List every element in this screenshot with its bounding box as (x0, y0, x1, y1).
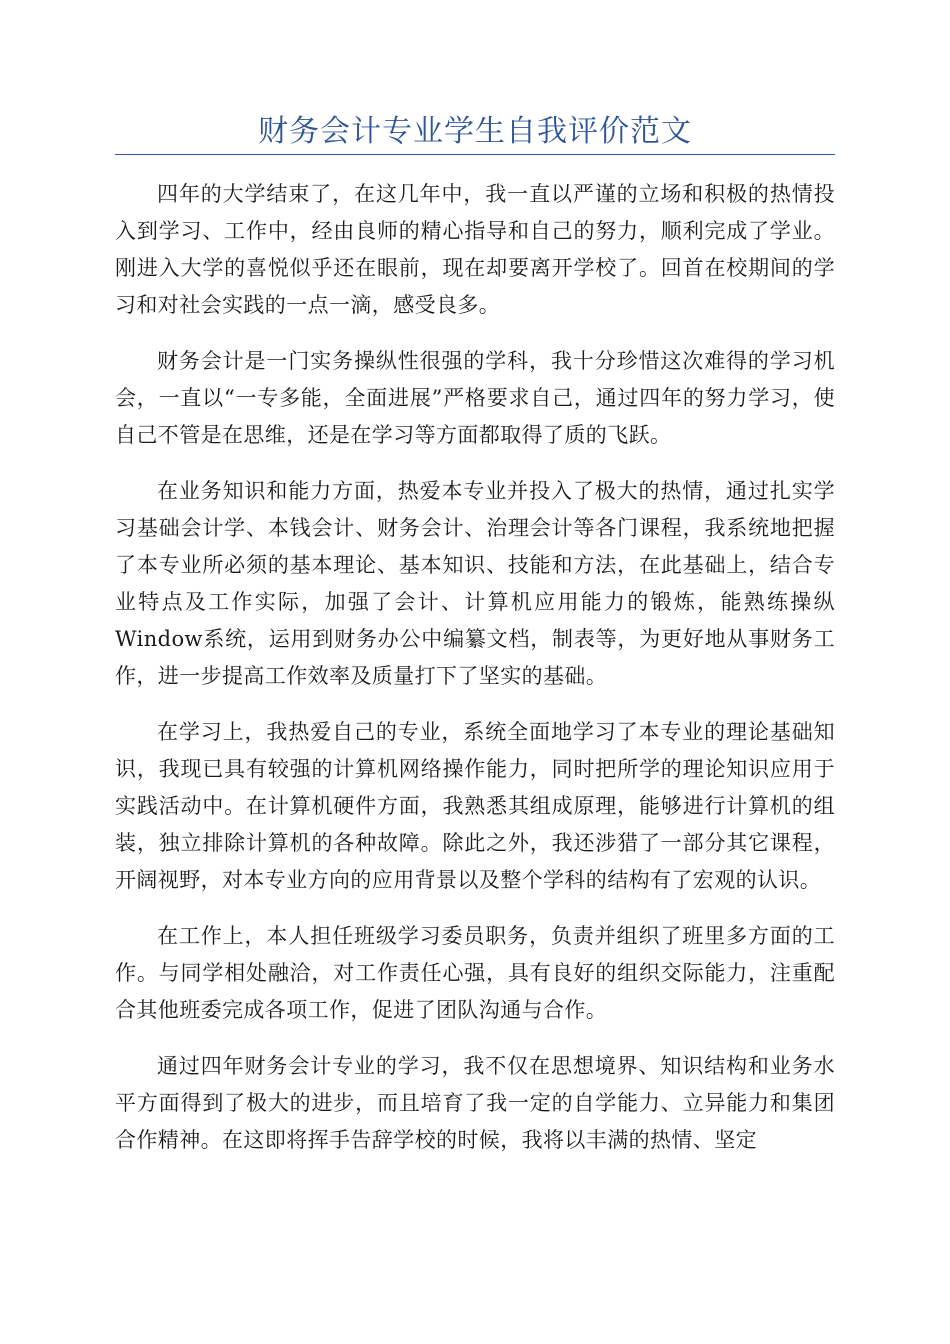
document-title: 财务会计专业学生自我评价范文 (258, 114, 692, 149)
paragraph-1: 四年的大学结束了，在这几年中，我一直以严谨的立场和积极的热情投入到学习、工作中，经由良师的精心指导和自己的努力，顺利完成了学业。刚进入大学的喜悦似乎还在眼前，现在却要离开学校了。回首在校期间的学习和对社会实践的一点一滴，感受良多。 (115, 182, 835, 317)
document-body (115, 176, 835, 1178)
paragraph-4: 在学习上，我热爱自己的专业，系统全面地学习了本专业的理论基础知识，我现已具有较强的计算机网络操作能力，同时把所学的理论知识应用于实践活动中。在计算机硬件方面，我熟悉其组成原理，能够进行计算机的组装，独立排除计算机的各种故障。除此之外，我还涉猎了一部分其它课程，开阔视野，对本专业方向的应用背景以及整个学科的结构有了宏观的认识。 (115, 720, 835, 892)
title-underline (115, 154, 835, 155)
paragraph-6: 通过四年财务会计专业的学习，我不仅在思想境界、知识结构和业务水平方面得到了极大的进步，而且培育了我一定的自学能力、立异能力和集团合作精神。在这即将挥手告辞学校的时候，我将以丰满的热情、坚定 (115, 1054, 835, 1152)
paragraph-3: 在业务知识和能力方面，热爱本专业并投入了极大的热情，通过扎实学习基础会计学、本钱会计、财务会计、治理会计等各门课程，我系统地把握了本专业所必须的基本理论、基本知识、技能和方法，在此基础上，结合专业特点及工作实际，加强了会计、计算机应用能力的锻炼，能熟练操纵Window系统，运用到财务办公中编纂文档，制表等，为更好地从事财务工作，进一步提高工作效率及质量打下了坚实的基础。 (115, 479, 835, 688)
paragraph-2: 财务会计是一门实务操纵性很强的学科，我十分珍惜这次难得的学习机会，一直以“一专多能，全面进展”严格要求自己，通过四年的努力学习，使自己不管是在思维，还是在学习等方面都取得了质的飞跃。 (115, 349, 835, 447)
paragraph-5: 在工作上，本人担任班级学习委员职务，负责并组织了班里多方面的工作。与同学相处融洽，对工作责任心强，具有良好的组织交际能力，注重配合其他班委完成各项工作，促进了团队沟通与合作。 (115, 924, 835, 1022)
